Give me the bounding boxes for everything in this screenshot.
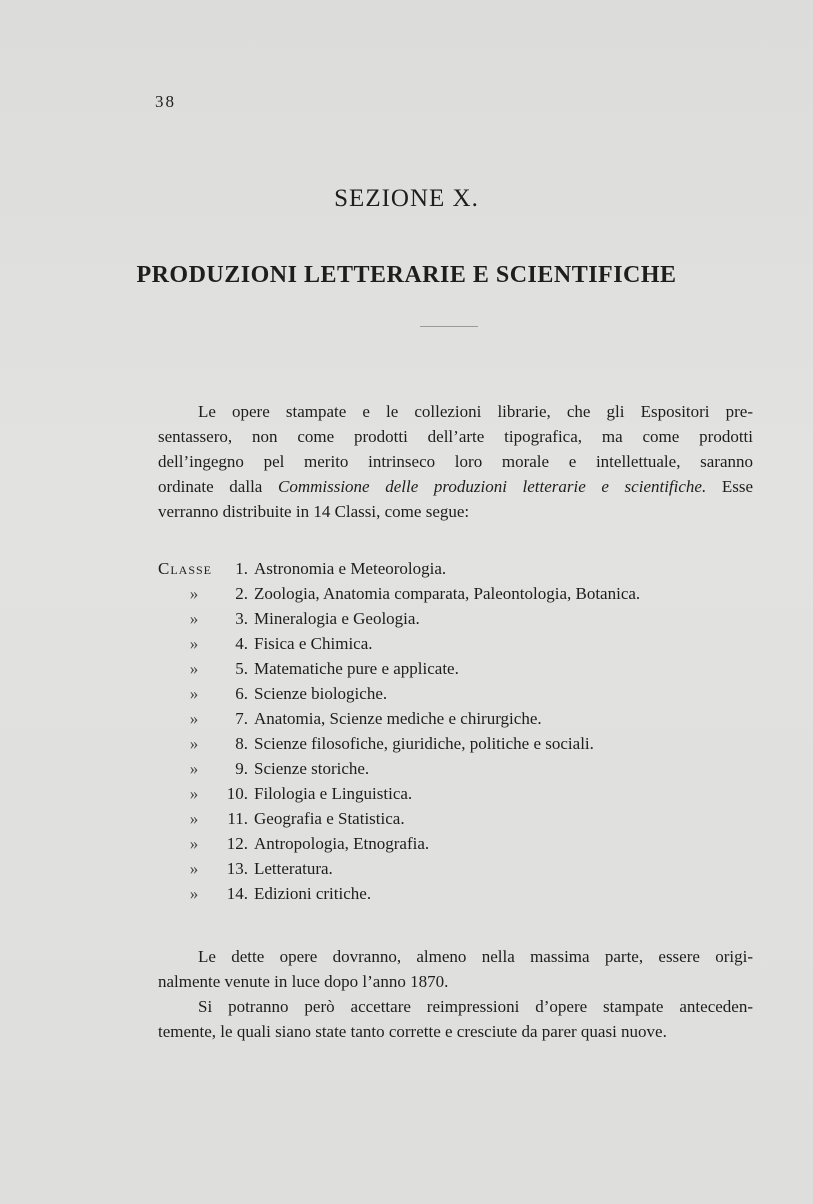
class-name: Scienze storiche. bbox=[254, 759, 370, 778]
class-name: Scienze filosofiche, giuridiche, politiche e sociali. bbox=[254, 734, 594, 753]
page-number: 38 bbox=[155, 92, 176, 111]
closing-line: Le dette opere dovranno, almeno nella massima parte, essere origi- bbox=[198, 947, 753, 966]
class-label: Classe bbox=[158, 559, 213, 578]
intro-text: Esse bbox=[721, 477, 754, 496]
class-row bbox=[158, 706, 753, 731]
class-number: 5. bbox=[235, 659, 248, 678]
class-number: 10. bbox=[226, 784, 248, 803]
section-title: SEZIONE X. bbox=[334, 185, 479, 212]
class-name: Geografia e Statistica. bbox=[254, 809, 405, 828]
ditto-mark: » bbox=[189, 684, 199, 703]
class-number: 3. bbox=[235, 609, 248, 628]
closing-line: nalmente venute in luce dopo l’anno 1870. bbox=[158, 972, 449, 991]
class-name: Filologia e Linguistica. bbox=[254, 784, 413, 803]
intro-paragraph bbox=[158, 399, 753, 524]
class-number: 12. bbox=[226, 834, 248, 853]
class-name: Matematiche pure e applicate. bbox=[254, 659, 459, 678]
class-name: Edizioni critiche. bbox=[254, 884, 372, 903]
class-number: 11. bbox=[227, 809, 248, 828]
class-number: 8. bbox=[235, 734, 248, 753]
class-number: 6. bbox=[235, 684, 248, 703]
class-number: 1. bbox=[235, 559, 248, 578]
intro-line: verranno distribuite in 14 Classi, come segue: bbox=[158, 502, 470, 521]
class-number: 2. bbox=[235, 584, 248, 603]
class-row bbox=[158, 581, 753, 606]
ditto-mark: » bbox=[189, 784, 199, 803]
ditto-mark: » bbox=[189, 809, 199, 828]
class-name: Letteratura. bbox=[254, 859, 333, 878]
class-row bbox=[158, 781, 753, 806]
ditto-mark: » bbox=[189, 709, 199, 728]
class-number: 9. bbox=[235, 759, 248, 778]
ditto-mark: » bbox=[189, 609, 199, 628]
closing-paragraph bbox=[158, 944, 753, 994]
class-row bbox=[158, 806, 753, 831]
class-number: 7. bbox=[235, 709, 248, 728]
class-number: 4. bbox=[235, 634, 248, 653]
class-row bbox=[158, 656, 753, 681]
intro-line: dell’ingegno pel merito intrinseco loro morale e intellettuale, saranno bbox=[158, 452, 753, 471]
intro-line: Le opere stampate e le collezioni librarie, che gli Espositori pre- bbox=[198, 402, 753, 421]
class-name: Fisica e Chimica. bbox=[254, 634, 373, 653]
class-row bbox=[158, 856, 753, 881]
class-name: Anatomia, Scienze mediche e chirurgiche. bbox=[254, 709, 542, 728]
ditto-mark: » bbox=[189, 734, 199, 753]
ditto-mark: » bbox=[189, 659, 199, 678]
ditto-mark: » bbox=[189, 884, 199, 903]
class-list bbox=[158, 556, 753, 906]
intro-line-with-italic bbox=[158, 474, 753, 499]
class-row bbox=[158, 681, 753, 706]
class-name: Astronomia e Meteorologia. bbox=[254, 559, 447, 578]
ditto-mark: » bbox=[189, 759, 199, 778]
class-row bbox=[158, 831, 753, 856]
class-row bbox=[158, 881, 753, 906]
class-row bbox=[158, 556, 753, 581]
divider-rule bbox=[420, 326, 478, 327]
ditto-mark: » bbox=[189, 584, 199, 603]
class-row bbox=[158, 606, 753, 631]
commission-name: Commissione delle produzioni letterarie e scientifiche. bbox=[277, 477, 707, 496]
closing-paragraph bbox=[158, 994, 753, 1044]
class-row bbox=[158, 756, 753, 781]
class-name: Antropologia, Etnografia. bbox=[254, 834, 430, 853]
intro-line: sentassero, non come prodotti dell’arte tipografica, ma come prodotti bbox=[158, 427, 753, 446]
main-heading: PRODUZIONI LETTERARIE E SCIENTIFICHE bbox=[136, 262, 677, 288]
class-name: Zoologia, Anatomia comparata, Paleontologia, Botanica. bbox=[254, 584, 641, 603]
ditto-mark: » bbox=[189, 834, 199, 853]
class-name: Mineralogia e Geologia. bbox=[254, 609, 420, 628]
class-row bbox=[158, 731, 753, 756]
ditto-mark: » bbox=[189, 859, 199, 878]
closing-line: temente, le quali siano state tanto corrette e cresciute da parer quasi nuove. bbox=[158, 1022, 667, 1041]
closing-line: Si potranno però accettare reimpressioni d’opere stampate anteceden- bbox=[198, 997, 753, 1016]
class-row bbox=[158, 631, 753, 656]
class-name: Scienze biologiche. bbox=[254, 684, 388, 703]
intro-text: ordinate dalla bbox=[158, 477, 263, 496]
class-number: 14. bbox=[226, 884, 248, 903]
class-number: 13. bbox=[226, 859, 248, 878]
ditto-mark: » bbox=[189, 634, 199, 653]
